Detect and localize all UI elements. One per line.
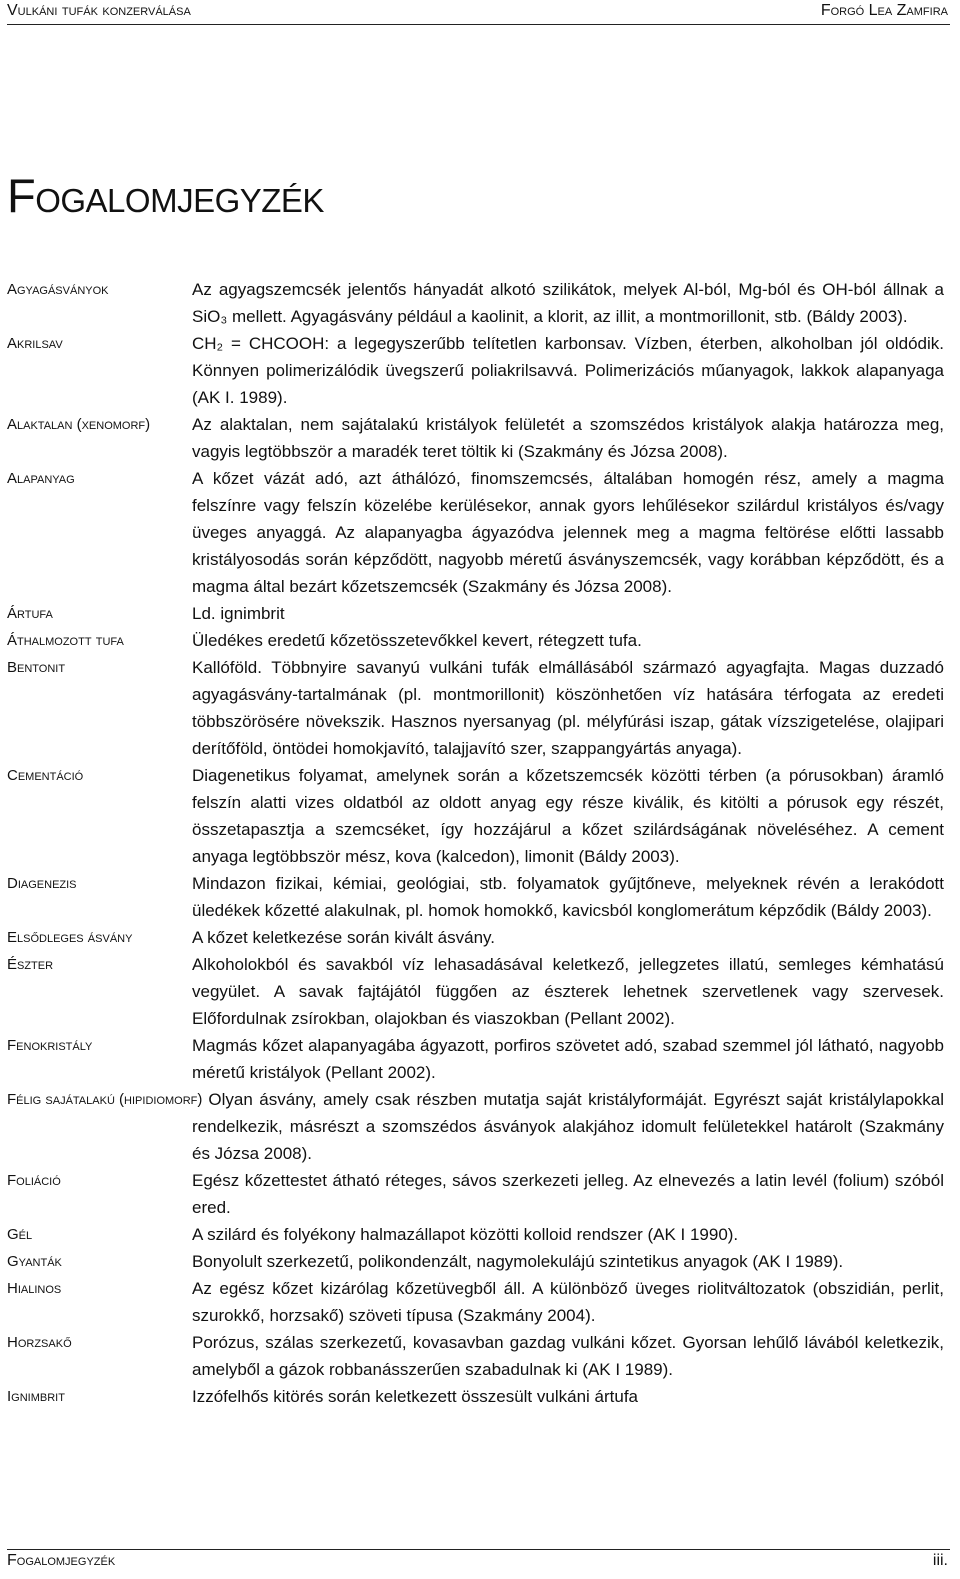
- glossary-term: Alapanyag: [7, 470, 75, 487]
- glossary-term: Akrilsav: [7, 335, 63, 352]
- glossary-entry: [0, 1383, 960, 1410]
- glossary-entry: [0, 654, 960, 762]
- running-header: [0, 0, 960, 34]
- glossary-definition: A szilárd és folyékony halmazállapot közötti kolloid rendszer (AK I 1990).: [192, 1225, 739, 1244]
- header-rule: [7, 24, 950, 25]
- glossary-entry: [0, 627, 960, 654]
- header-author: Forgó Lea Zamfira: [820, 2, 948, 19]
- glossary-definition: Az egész kőzet kizárólag kőzetüvegből áll. A különböző üveges riolitváltozatok (obszidián, perlit, szurokkő, horzsakő) szöveti típusa (Szakmány 2004).: [192, 1279, 944, 1325]
- glossary-definition: Magmás kőzet alapanyagába ágyazott, porfiros szövetet adó, szabad szemmel jól látható, nagyobb méretű kristályok (Pellant 2002).: [192, 1036, 944, 1082]
- glossary-term: Alaktalan (xenomorf): [7, 416, 151, 433]
- glossary-entry: [0, 465, 960, 600]
- glossary-entry: [0, 1167, 960, 1221]
- glossary-entry: [0, 330, 960, 411]
- glossary-definition: Az alaktalan, nem sajátalakú kristályok felületét a szomszédos kristályok alakja határozza meg, vagyis legtöbbször a maradék teret töltik ki (Szakmány és Józsa 2008).: [192, 415, 944, 461]
- glossary-definition: Izzófelhős kitörés során keletkezett összesült vulkáni ártufa: [192, 1387, 638, 1406]
- glossary-entry: [0, 1329, 960, 1383]
- glossary-term: Foliáció: [7, 1172, 61, 1189]
- glossary-list: [0, 276, 960, 1410]
- glossary-definition: Az agyagszemcsék jelentős hányadát alkotó szilikátok, melyek Al-ból, Mg-ból és OH-ból állnak a SiO₃ mellett. Agyagásvány például a kaolinit, a klorit, az illit, a montmorillonit, stb. (Báldy 2003).: [192, 280, 944, 326]
- running-footer: [0, 1540, 960, 1579]
- page-title: Fogalomjegyzék: [7, 169, 324, 222]
- glossary-entry: [0, 762, 960, 870]
- glossary-entry: [0, 1221, 960, 1248]
- glossary-entry: [0, 411, 960, 465]
- glossary-entry: [0, 924, 960, 951]
- glossary-term: Elsődleges ásvány: [7, 929, 133, 946]
- glossary-entry: [0, 276, 960, 330]
- glossary-definition: Bonyolult szerkezetű, polikondenzált, nagymolekulájú szintetikus anyagok (AK I 1989).: [192, 1252, 844, 1271]
- glossary-entry: [0, 1032, 960, 1086]
- glossary-entry: [0, 1248, 960, 1275]
- footer-rule: [7, 1549, 950, 1550]
- glossary-definition: Üledékes eredetű kőzetösszetevőkkel kevert, rétegzett tufa.: [192, 631, 642, 650]
- glossary-definition: Porózus, szálas szerkezetű, kovasavban gazdag vulkáni kőzet. Gyorsan lehűlő lávából keletkezik, amelyből a gázok robbanásszerűen szabadulnak ki (AK I 1989).: [192, 1333, 944, 1379]
- glossary-term: Horzsakő: [7, 1334, 72, 1351]
- glossary-term: Agyagásványok: [7, 281, 109, 298]
- footer-section-title: Fogalomjegyzék: [7, 1552, 116, 1569]
- glossary-definition: Mindazon fizikai, kémiai, geológiai, stb. folyamatok gyűjtőneve, melyeknek révén a lerakódott üledékek kőzetté alakulnak, pl. homok homokkő, kavicsból konglomerátum képződik (Báldy 2003).: [192, 874, 944, 920]
- glossary-term: Cementáció: [7, 767, 84, 784]
- glossary-definition: Alkoholokból és savakból víz lehasadásával keletkező, jellegzetes illatú, semleges kémhatású vegyület. A savak fajtájától függően az észterek lehetnek szervetlenek vagy szervesek. Előfordulnak zsírokban, olajokban és viaszokban (Pellant 2002).: [192, 955, 944, 1028]
- glossary-term: Hialinos: [7, 1280, 62, 1297]
- glossary-term: Ártufa: [7, 605, 53, 622]
- glossary-definition: Egész kőzettestet átható réteges, sávos szerkezeti jelleg. Az elnevezés a latin levél (folium) szóból ered.: [192, 1171, 944, 1217]
- glossary-definition: Kallóföld. Többnyire savanyú vulkáni tufák elmállásából származó agyagfajta. Magas duzzadó agyagásvány-tartalmának (pl. montmorillonit) köszönhetően víz hatására térfogata az eredeti többszörösére növekszik. Hasznos nyersanyag (pl. mélyfúrási iszap, gátak vízszigetelése, olajipari derítőföld, öntödei homokjavító, talajjavító szer, szappangyártás anyaga).: [192, 658, 944, 758]
- glossary-entry: [0, 1086, 960, 1167]
- page-number: iii.: [932, 1552, 948, 1569]
- glossary-definition: CH₂ = CHCOOH: a legegyszerűbb telítetlen karbonsav. Vízben, éterben, alkoholban jól oldódik. Könnyen polimerizálódik üvegszerű poliakrilsavvá. Polimerizációs műanyagok, lakkok alapanyaga (AK I. 1989).: [192, 334, 944, 407]
- glossary-term: Diagenezis: [7, 875, 77, 892]
- glossary-entry: [0, 870, 960, 924]
- glossary-term: Áthalmozott tufa: [7, 632, 124, 649]
- glossary-entry: [0, 951, 960, 1032]
- glossary-definition: A kőzet vázát adó, azt áthálózó, finomszemcsés, általában homogén rész, amely a magma felszínre vagy felszín közelébe kerülésekor, annak gyors lehűlésekor szilárdul kristályos és/vagy üveges anyaggá. Az alapanyagba ágyazódva jelennek meg a magma feltörése előtti lassabb kristályosodás során képződött, nagyobb méretű ásványszemcsék, vagy korábban képződött, és a magma által bezárt kőzetszemcsék (Szakmány és Józsa 2008).: [192, 469, 944, 596]
- glossary-term: Félig sajátalakú (hipidiomorf): [7, 1091, 203, 1108]
- glossary-definition: A kőzet keletkezése során kivált ásvány.: [192, 928, 496, 947]
- glossary-entry: [0, 1275, 960, 1329]
- glossary-term: Gyanták: [7, 1253, 62, 1270]
- glossary-definition: Olyan ásvány, amely csak részben mutatja saját kristályformáját. Egyrészt saját kristálylapokkal rendelkezik, másrészt a szomszédos ásványok alakjához idomult felületekkel határolt (Szakmány és Józsa 2008).: [192, 1090, 944, 1163]
- glossary-term: Észter: [7, 956, 54, 973]
- glossary-entry: [0, 600, 960, 627]
- glossary-term: Fenokristály: [7, 1037, 93, 1054]
- header-title: Vulkáni tufák konzerválása: [7, 2, 191, 19]
- glossary-term: Ignimbrit: [7, 1388, 65, 1405]
- glossary-term: Bentonit: [7, 659, 66, 676]
- glossary-definition: Ld. ignimbrit: [192, 604, 285, 623]
- glossary-definition: Diagenetikus folyamat, amelynek során a kőzetszemcsék közötti térben (a pórusokban) áramló felszín alatti vizes oldatból az oldott anyag egy része kiválik, és kitölti a pórusok egy részét, összetapasztja a szemcséket, így hozzájárul a kőzet szilárdságának növeléséhez. A cement anyaga legtöbbször mész, kova (kalcedon), limonit (Báldy 2003).: [192, 766, 944, 866]
- glossary-term: Gél: [7, 1226, 33, 1243]
